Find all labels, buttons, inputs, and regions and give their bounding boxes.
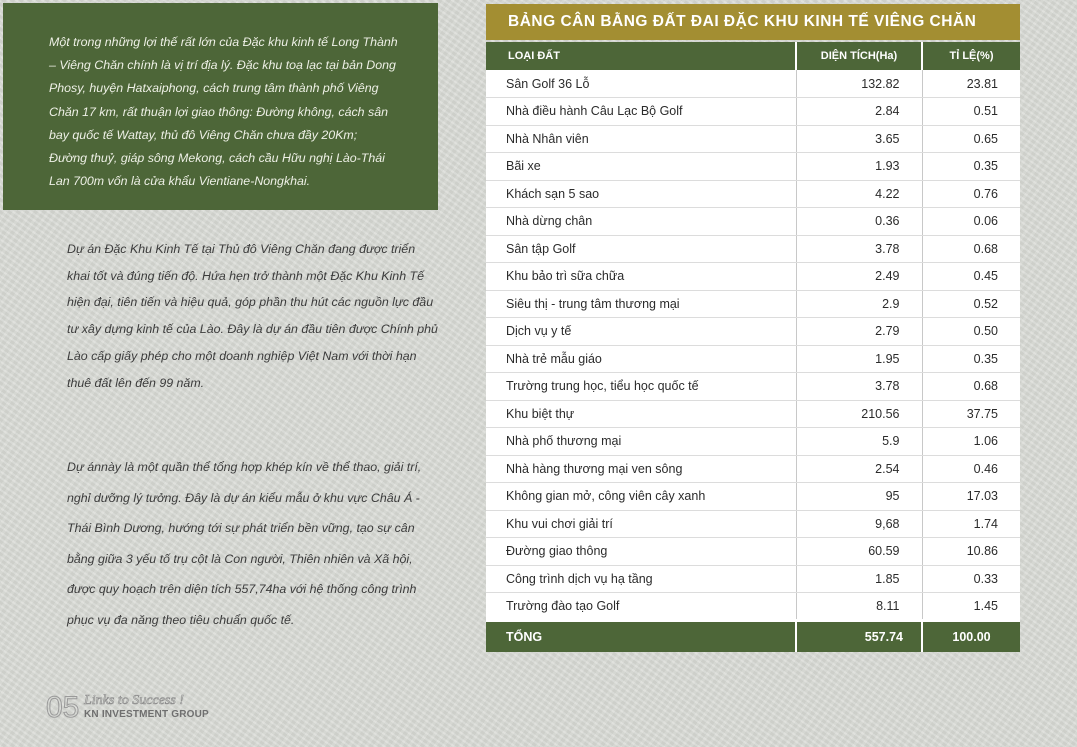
percent-cell: 0.68 xyxy=(922,235,1020,263)
area-cell: 3.78 xyxy=(796,235,922,263)
table-body xyxy=(486,70,1020,620)
header-land-type: LOẠI ĐẤT xyxy=(486,42,796,70)
area-cell: 1.93 xyxy=(796,153,922,181)
area-cell: 2.84 xyxy=(796,98,922,126)
area-cell: 2.54 xyxy=(796,455,922,483)
table-total-row xyxy=(486,620,1020,652)
area-cell: 3.65 xyxy=(796,125,922,153)
company-name: KN INVESTMENT GROUP xyxy=(84,709,209,720)
table-row xyxy=(486,318,1020,346)
area-cell: 0.36 xyxy=(796,208,922,236)
header-area: DIỆN TÍCH(Ha) xyxy=(796,42,922,70)
table-row xyxy=(486,180,1020,208)
land-type-cell: Bãi xe xyxy=(486,153,796,181)
area-cell: 9,68 xyxy=(796,510,922,538)
land-type-cell: Nhà Nhân viên xyxy=(486,125,796,153)
paragraph-progress: Dự án Đặc Khu Kinh Tế tại Thủ đô Viêng Chăn đang được triển khai tốt và đúng tiến độ. Hứa hẹn trở thành một Đặc Khu Kinh Tế hiện đại, tiên tiến và hiệu quả, góp phần thu hút các nguồn lực đầu tư xây dựng kinh tế của Lào. Đây là dự án đầu tiên được Chính phủ Lào cấp giấy phép cho một doanh nghiệp Việt Nam với thời hạn thuê đất lên đến 99 năm. xyxy=(67,242,438,390)
percent-cell: 0.45 xyxy=(922,263,1020,291)
land-type-cell: Công trình dịch vụ hạ tầng xyxy=(486,565,796,593)
percent-cell: 1.45 xyxy=(922,593,1020,621)
land-type-cell: Trường trung học, tiểu học quốc tế xyxy=(486,373,796,401)
percent-cell: 37.75 xyxy=(922,400,1020,428)
table-row xyxy=(486,235,1020,263)
area-cell: 95 xyxy=(796,483,922,511)
land-type-cell: Dịch vụ y tế xyxy=(486,318,796,346)
area-cell: 2.79 xyxy=(796,318,922,346)
table-row xyxy=(486,483,1020,511)
table-row xyxy=(486,153,1020,181)
paragraph-complex: Dự ánnày là một quần thể tổng hợp khép kín về thể thao, giải trí, nghỉ dưỡng lý tưởng. Đây là dự án kiểu mẫu ở khu vực Châu Á - Thái Bình Dương, hướng tới sự phát triển bền vững, tạo sự cân bằng giữa 3 yếu tố trụ cột là Con người, Thiên nhiên và Xã hội, được quy hoạch trên diện tích 557,74ha với hệ thống công trình phục vụ đa năng theo tiêu chuẩn quốc tế. xyxy=(67,460,422,627)
land-type-cell: Nhà phố thương mại xyxy=(486,428,796,456)
total-label: TỔNG xyxy=(486,620,796,652)
area-cell: 4.22 xyxy=(796,180,922,208)
percent-cell: 1.74 xyxy=(922,510,1020,538)
table-title: BẢNG CÂN BẰNG ĐẤT ĐAI ĐẶC KHU KINH TẾ VIÊNG CHĂN xyxy=(486,4,1020,40)
percent-cell: 0.68 xyxy=(922,373,1020,401)
land-type-cell: Khu vui chơi giải trí xyxy=(486,510,796,538)
table-row xyxy=(486,455,1020,483)
percent-cell: 0.52 xyxy=(922,290,1020,318)
total-percent: 100.00 xyxy=(922,620,1020,652)
area-cell: 210.56 xyxy=(796,400,922,428)
percent-cell: 0.35 xyxy=(922,345,1020,373)
area-cell: 3.78 xyxy=(796,373,922,401)
percent-cell: 0.65 xyxy=(922,125,1020,153)
land-type-cell: Khu bảo trì sữa chữa xyxy=(486,263,796,291)
land-type-cell: Trường đào tạo Golf xyxy=(486,593,796,621)
land-type-cell: Nhà dừng chân xyxy=(486,208,796,236)
area-cell: 132.82 xyxy=(796,70,922,98)
intro-text: Một trong những lợi thế rất lớn của Đặc khu kinh tế Long Thành – Viêng Chăn chính là vị trí địa lý. Đặc khu toạ lạc tại bản Dong Phosy, huyện Hatxaiphong, cách trung tâm thành phố Viêng Chăn 17 km, rất thuận lợi giao thông: Đường không, cách sân bay quốc tế Wattay, thủ đô Viêng Chăn chưa đầy 20Km; Đường thuỷ, giáp sông Mekong, cách cầu Hữu nghị Lào-Thái Lan 700m vốn là cửa khẩu Vientiane-Nongkhai. xyxy=(49,35,398,189)
total-area: 557.74 xyxy=(796,620,922,652)
land-type-cell: Khu biệt thự xyxy=(486,400,796,428)
table-row xyxy=(486,538,1020,566)
land-type-cell: Đường giao thông xyxy=(486,538,796,566)
area-cell: 5.9 xyxy=(796,428,922,456)
table-row xyxy=(486,98,1020,126)
intro-box xyxy=(3,3,438,210)
table-row xyxy=(486,400,1020,428)
area-cell: 2.49 xyxy=(796,263,922,291)
percent-cell: 0.33 xyxy=(922,565,1020,593)
table-header-row xyxy=(486,42,1020,70)
percent-cell: 0.46 xyxy=(922,455,1020,483)
table-row xyxy=(486,428,1020,456)
slogan: Links to Success ! xyxy=(84,693,184,708)
land-type-cell: Không gian mở, công viên cây xanh xyxy=(486,483,796,511)
table-row xyxy=(486,263,1020,291)
table-row xyxy=(486,290,1020,318)
percent-cell: 10.86 xyxy=(922,538,1020,566)
area-cell: 2.9 xyxy=(796,290,922,318)
table-row xyxy=(486,345,1020,373)
table-row xyxy=(486,373,1020,401)
table-row xyxy=(486,593,1020,621)
area-cell: 1.95 xyxy=(796,345,922,373)
land-type-cell: Sân Golf 36 Lỗ xyxy=(486,70,796,98)
header-percent: TỈ LỆ(%) xyxy=(922,42,1020,70)
land-balance-table xyxy=(486,42,1020,652)
percent-cell: 17.03 xyxy=(922,483,1020,511)
table-row xyxy=(486,208,1020,236)
land-type-cell: Khách sạn 5 sao xyxy=(486,180,796,208)
percent-cell: 0.76 xyxy=(922,180,1020,208)
table-row xyxy=(486,565,1020,593)
percent-cell: 1.06 xyxy=(922,428,1020,456)
table-row xyxy=(486,510,1020,538)
page-number: 05 xyxy=(46,691,80,724)
land-type-cell: Sân tập Golf xyxy=(486,235,796,263)
land-type-cell: Nhà hàng thương mại ven sông xyxy=(486,455,796,483)
land-type-cell: Nhà điều hành Câu Lạc Bộ Golf xyxy=(486,98,796,126)
area-cell: 1.85 xyxy=(796,565,922,593)
area-cell: 60.59 xyxy=(796,538,922,566)
table-row xyxy=(486,70,1020,98)
land-type-cell: Siêu thị - trung tâm thương mại xyxy=(486,290,796,318)
land-type-cell: Nhà trẻ mẫu giáo xyxy=(486,345,796,373)
table-row xyxy=(486,125,1020,153)
area-cell: 8.11 xyxy=(796,593,922,621)
percent-cell: 0.51 xyxy=(922,98,1020,126)
percent-cell: 0.06 xyxy=(922,208,1020,236)
percent-cell: 23.81 xyxy=(922,70,1020,98)
percent-cell: 0.35 xyxy=(922,153,1020,181)
percent-cell: 0.50 xyxy=(922,318,1020,346)
